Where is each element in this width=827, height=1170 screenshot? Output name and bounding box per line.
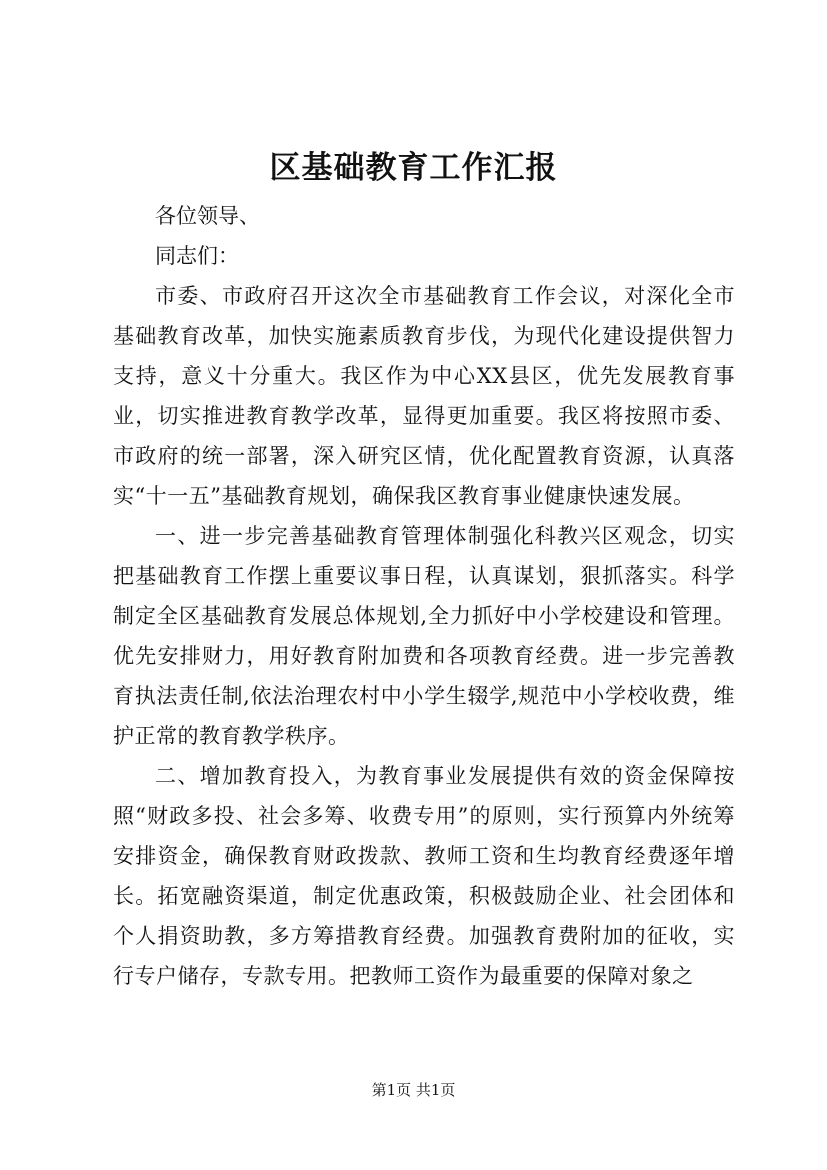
- page-footer: 第1页 共1页: [371, 1081, 456, 1099]
- paragraph-section-1: 一、进一步完善基础教育管理体制强化科教兴区观念，切实把基础教育工作摆上重要议事日程，认真谋划，狠抓落实。科学制定全区基础教育发展总体规划,全力抓好中小学校建设和管理。优先安排财力，用好教育附加费和各项教育经费。进一步完善教育执法责任制,依法治理农村中小学生辍学,规范中小学校收费，维护正常的教育教学秩序。: [113, 524, 735, 748]
- salutation-leaders: 各位领导、: [155, 204, 260, 228]
- paragraph-section-2: 二、增加教育投入，为教育事业发展提供有效的资金保障按照“财政多投、社会多筹、收费专用”的原则，实行预算内外统筹安排资金，确保教育财政拨款、教师工资和生均教育经费逐年增长。拓宽融资渠道，制定优惠政策，积极鼓励企业、社会团体和个人捐资助教，多方筹措教育经费。加强教育费附加的征收，实行专户储存，专款专用。把教师工资作为最重要的保障对象之: [113, 764, 735, 988]
- document-body: [113, 196, 735, 996]
- document-title: 区基础教育工作汇报: [269, 150, 558, 186]
- paragraph-intro: 市委、市政府召开这次全市基础教育工作会议，对深化全市基础教育改革，加快实施素质教育步伐，为现代化建设提供智力支持，意义十分重大。我区作为中心XX县区，优先发展教育事业，切实推进教育教学改革，显得更加重要。我区将按照市委、市政府的统一部署，深入研究区情，优化配置教育资源，认真落实“十一五”基础教育规划，确保我区教育事业健康快速发展。: [113, 284, 735, 508]
- salutation-comrades: 同志们：: [155, 244, 239, 268]
